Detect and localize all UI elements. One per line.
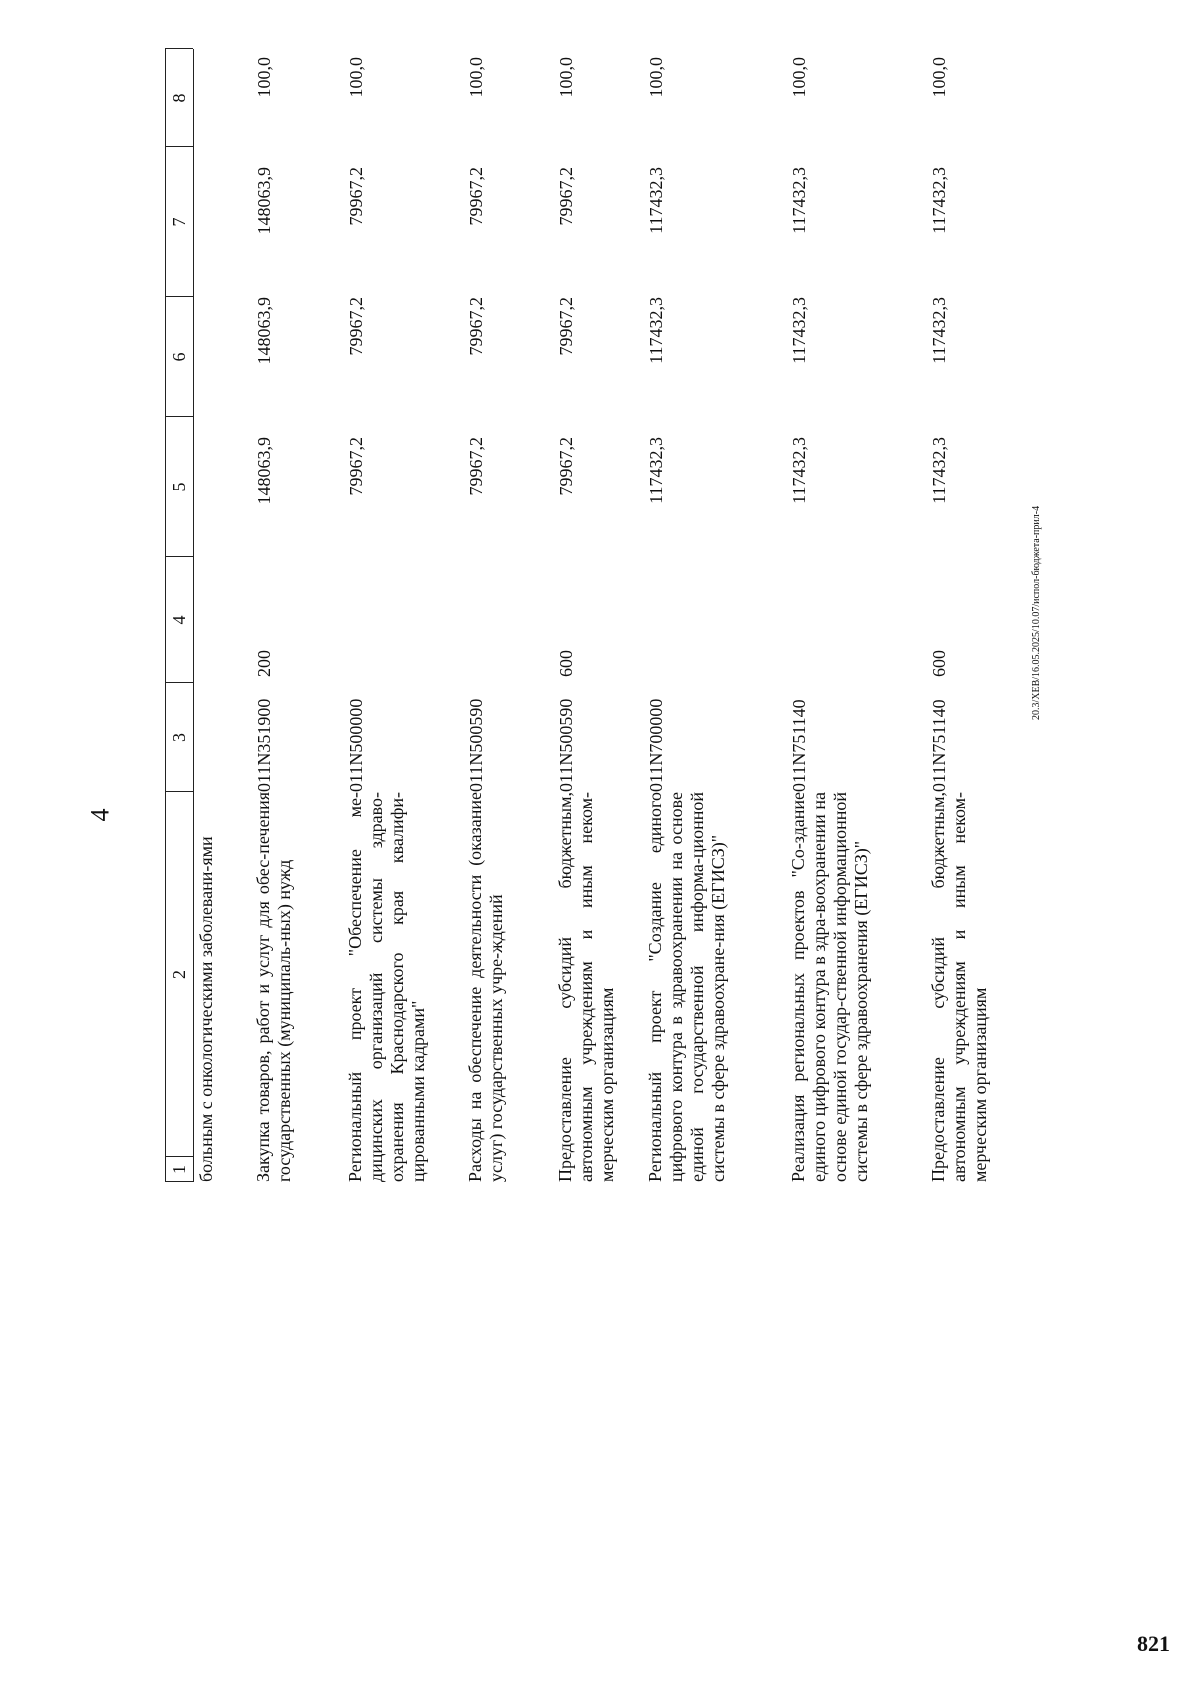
row-code: 011N700000 bbox=[646, 698, 666, 792]
row-c6: 117432,3 bbox=[646, 297, 666, 364]
row-name: Региональный проект "Обеспечение ме-дицинских организаций системы здраво-охранения Краснодарского края квалифи-цированными кадрами" bbox=[345, 792, 428, 1182]
row-c7: 148063,9 bbox=[254, 167, 274, 235]
document-path: 20.3/ХЕВ/16.05.2025/10.07/испол-бюджета-прил-4 bbox=[1031, 505, 1042, 720]
row-name: Предоставление субсидий бюджетным, автономным учреждениям и иным неком-мерческим организациям bbox=[555, 792, 617, 1182]
row-c6: 79967,2 bbox=[346, 297, 366, 356]
row-c8: 100,0 bbox=[789, 57, 809, 98]
col-header: 4 bbox=[169, 615, 189, 625]
sheet-number bbox=[85, 795, 114, 835]
row-c7: 117432,3 bbox=[929, 167, 949, 234]
row-c8: 100,0 bbox=[254, 57, 274, 98]
row-c6: 117432,3 bbox=[929, 297, 949, 364]
col-header: 6 bbox=[169, 352, 189, 362]
col-header: 1 bbox=[169, 1165, 189, 1174]
row-type: 600 bbox=[929, 650, 949, 677]
row-c6: 148063,9 bbox=[254, 297, 274, 365]
row-name: Расходы на обеспечение деятельности (оказание услуг) государственных учре-ждений bbox=[465, 792, 506, 1182]
row-c8: 100,0 bbox=[646, 57, 666, 98]
header-top-border bbox=[165, 49, 166, 1182]
row-c7: 79967,2 bbox=[346, 167, 366, 226]
row-c8: 100,0 bbox=[556, 57, 576, 98]
page-number: 821 bbox=[1137, 1631, 1170, 1656]
row-c8: 100,0 bbox=[929, 57, 949, 98]
col-header: 2 bbox=[169, 970, 189, 979]
row-c7: 117432,3 bbox=[789, 167, 809, 234]
row-c5: 117432,3 bbox=[646, 437, 666, 504]
row-c7: 79967,2 bbox=[466, 167, 486, 226]
row-type: 600 bbox=[556, 650, 576, 677]
row-c5: 117432,3 bbox=[929, 437, 949, 504]
row-name: Реализация региональных проектов "Со-здание единого цифрового контура в здра-воохранении на основе единой государ-ственной информационной системы в сфере здравоохранения (ЕГИСЗ)" bbox=[788, 792, 871, 1182]
row-c6: 117432,3 bbox=[789, 297, 809, 364]
sheet-number-text: 4 bbox=[85, 808, 114, 822]
col-header: 5 bbox=[169, 482, 189, 492]
row-c5: 79967,2 bbox=[466, 437, 486, 496]
row-name: Предоставление субсидий бюджетным, автономным учреждениям и иным неком-мерческим организациям bbox=[928, 792, 990, 1182]
col-header: 3 bbox=[169, 733, 189, 742]
row-c6: 79967,2 bbox=[556, 297, 576, 356]
header-bottom-border bbox=[193, 49, 194, 1182]
row-c6: 79967,2 bbox=[466, 297, 486, 356]
row-c7: 79967,2 bbox=[556, 167, 576, 226]
row-code: 011N500000 bbox=[346, 698, 366, 792]
row-c5: 79967,2 bbox=[556, 437, 576, 496]
row-c5: 117432,3 bbox=[789, 437, 809, 504]
row-code: 011N751140 bbox=[929, 699, 949, 792]
row-name: больным с онкологическими заболевани-ями bbox=[196, 836, 216, 1182]
row-code: 011N500590 bbox=[556, 698, 576, 792]
col-header: 7 bbox=[169, 217, 189, 227]
row-code: 011N500590 bbox=[466, 698, 486, 792]
row-c5: 148063,9 bbox=[254, 437, 274, 505]
row-code: 011N351900 bbox=[254, 698, 274, 792]
row-name: Региональный проект "Создание единого цифрового контура в здравоохранении на основе единой государственной информа-ционной системы в сфере здравоохране-ния (ЕГИСЗ)" bbox=[645, 792, 728, 1182]
row-code: 011N751140 bbox=[789, 699, 809, 792]
col-header: 8 bbox=[169, 93, 189, 103]
row-c5: 79967,2 bbox=[346, 437, 366, 496]
row-name: Закупка товаров, работ и услуг для обес-печения государственных (муниципаль-ных) нужд bbox=[253, 792, 294, 1182]
row-type: 200 bbox=[254, 650, 274, 677]
row-c8: 100,0 bbox=[466, 57, 486, 98]
row-c7: 117432,3 bbox=[646, 167, 666, 234]
row-c8: 100,0 bbox=[346, 57, 366, 98]
